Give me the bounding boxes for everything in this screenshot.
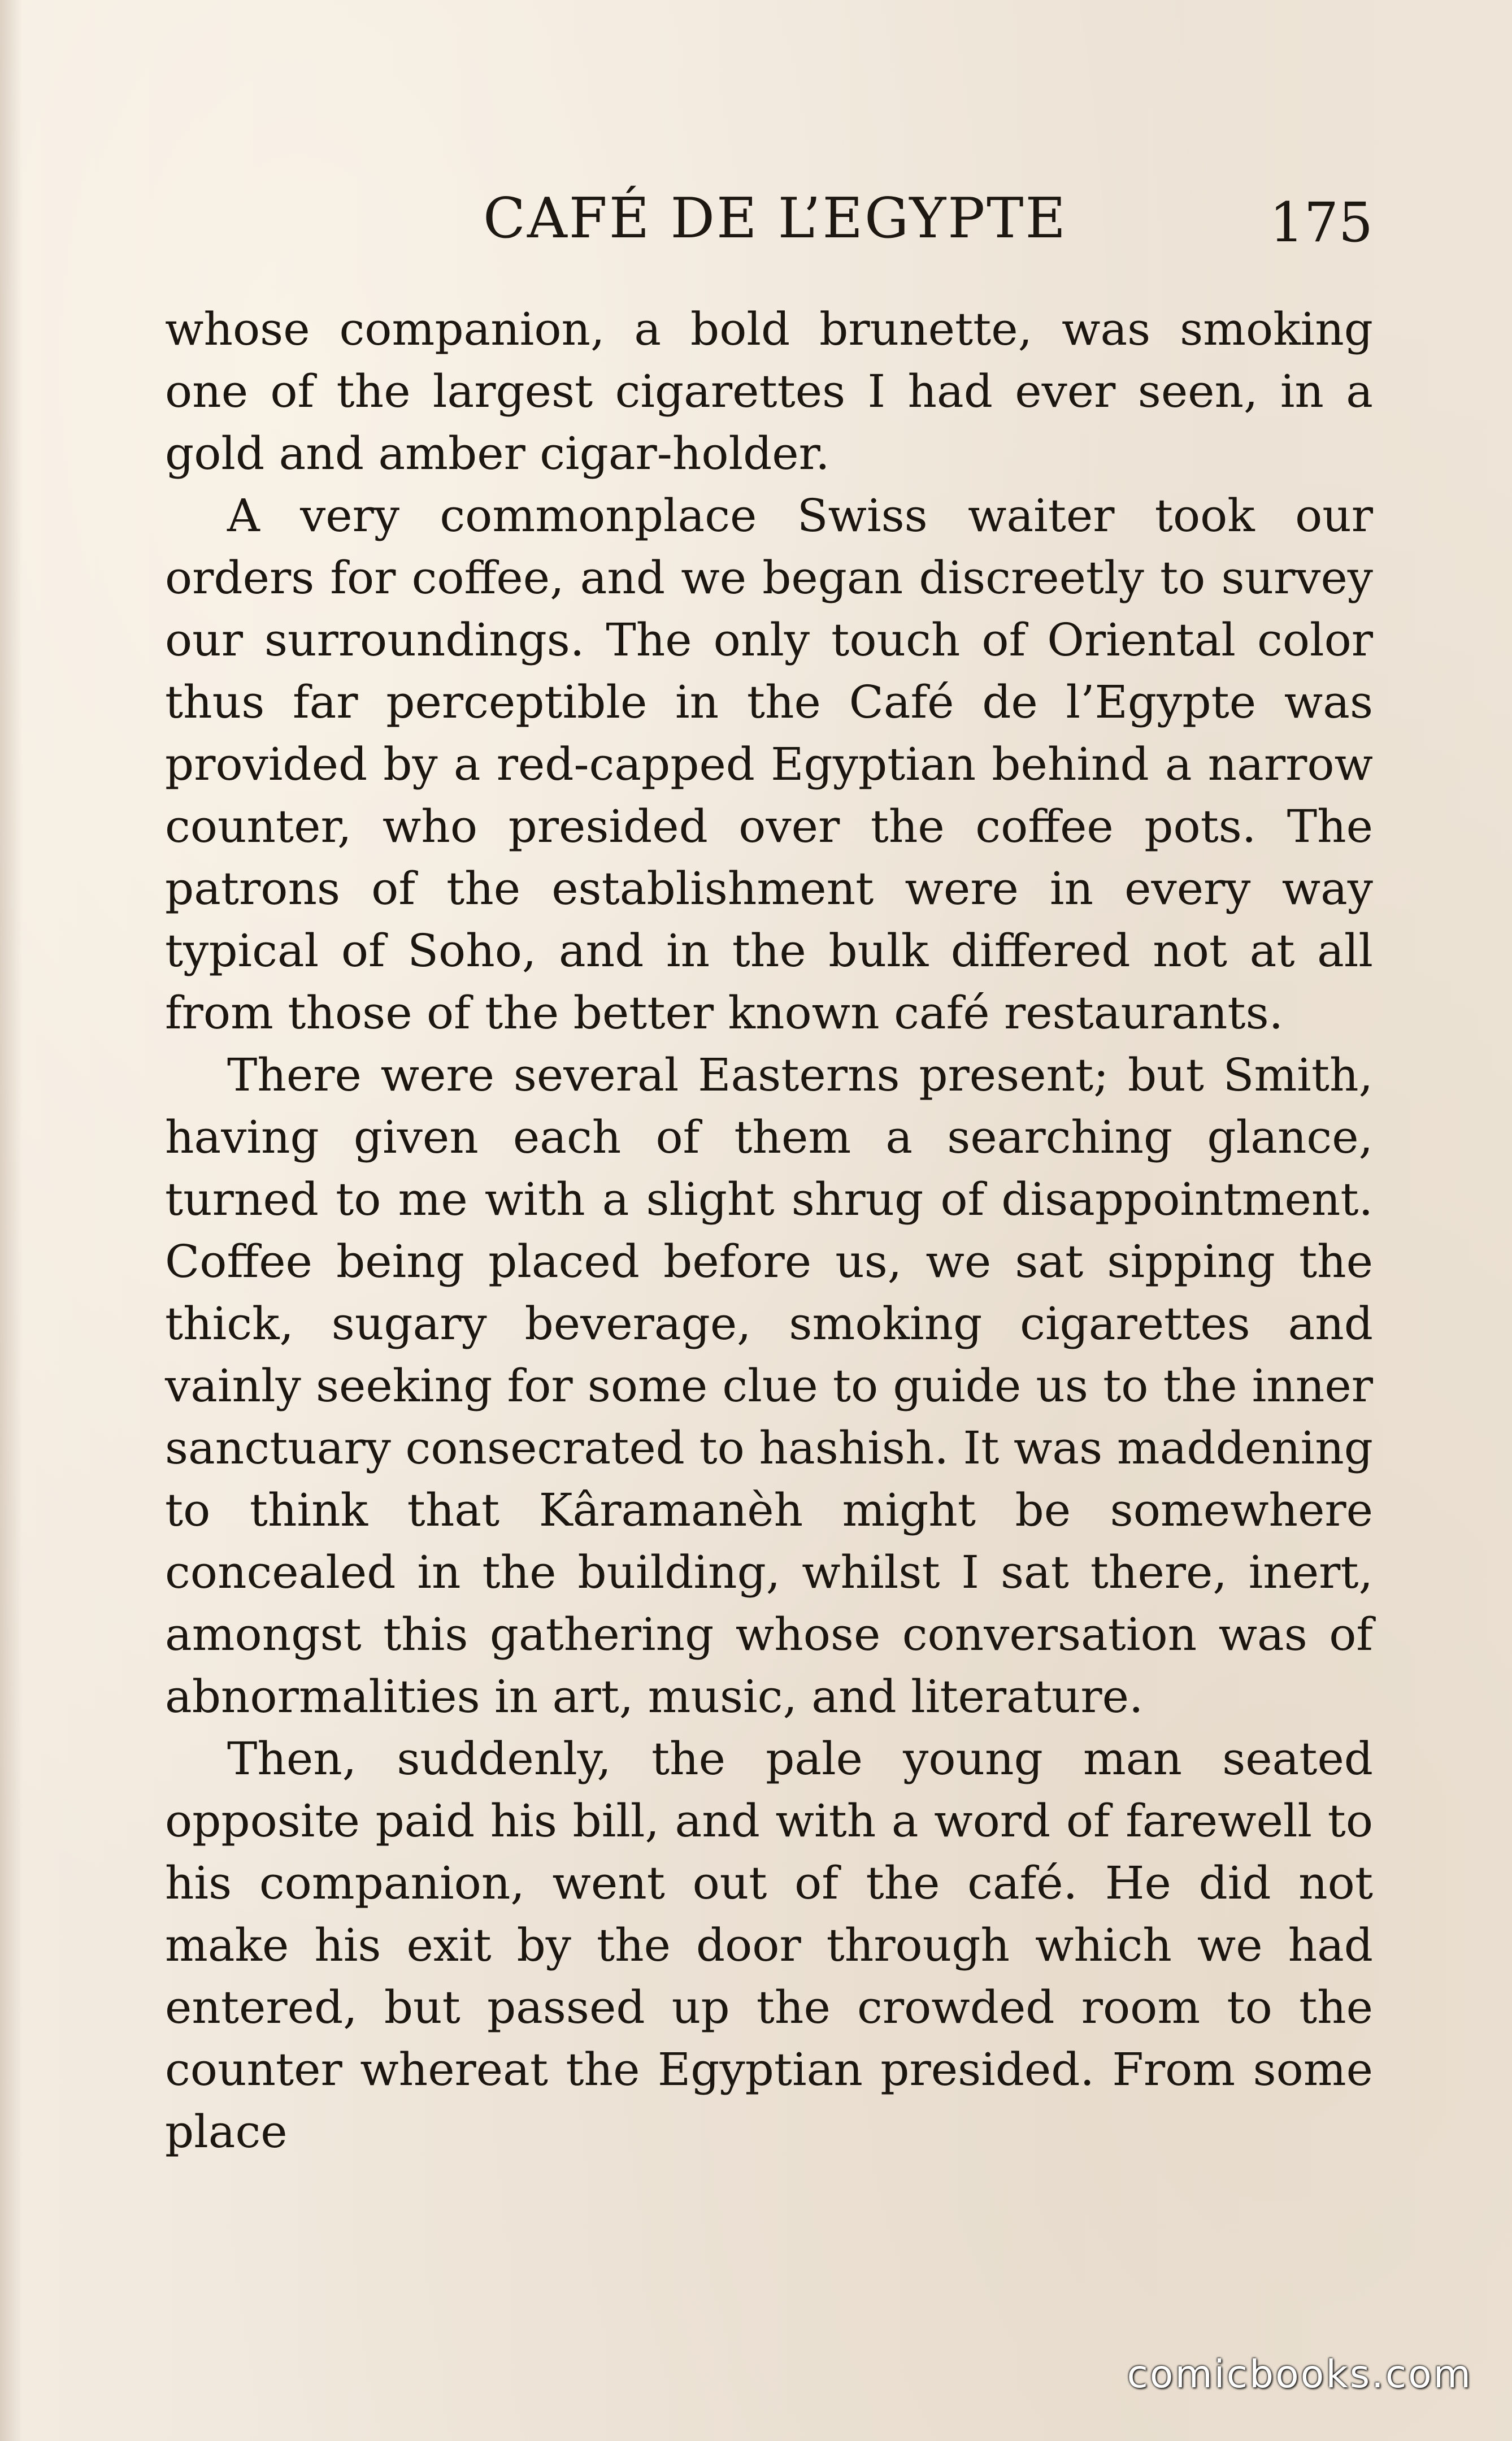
running-title: CAFÉ DE L’EGYPTE [483, 186, 1068, 251]
paragraph-4: Then, suddenly, the pale young man seated opposite paid his bill, and with a word of farewell to his companion, went out of the café. He did not make his exit by the door through which we had entered, but passed up the crowded room to the counter whereat the Egyptian presided. From some place [165, 1732, 1373, 2158]
spine-shadow [0, 0, 23, 2441]
page-number: 175 [1269, 191, 1373, 254]
body-text [165, 298, 1373, 2163]
paragraph-2: A very commonplace Swiss waiter took our orders for coffee, and we began discreetly to survey our surroundings. The only touch of Oriental color thus far perceptible in the Café de l’Egypte was provided by a red-capped Egyptian behind a narrow counter, who presided over the coffee pots. The patrons of the establishment were in every way typical of Soho, and in the bulk differed not at all from those of the better known café restaurants. [165, 489, 1373, 1039]
watermark: comicbooks.com [1127, 2352, 1472, 2397]
paragraph-1: whose companion, a bold brunette, was smoking one of the largest cigarettes I had ever seen, in a gold and amber cigar-holder. [165, 303, 1373, 480]
page-header [164, 186, 1373, 266]
paragraph-3: There were several Easterns present; but Smith, having given each of them a searching glance, turned to me with a slight shrug of disappointment. Coffee being placed before us, we sat sipping the thick, sugary beverage, smoking cigarettes and vainly seeking for some clue to guide us to the inner sanctuary consecrated to hashish. It was maddening to think that Kâramanèh might be somewhere concealed in the building, whilst I sat there, inert, amongst this gathering whose conversation was of abnormalities in art, music, and literature. [165, 1049, 1373, 1723]
